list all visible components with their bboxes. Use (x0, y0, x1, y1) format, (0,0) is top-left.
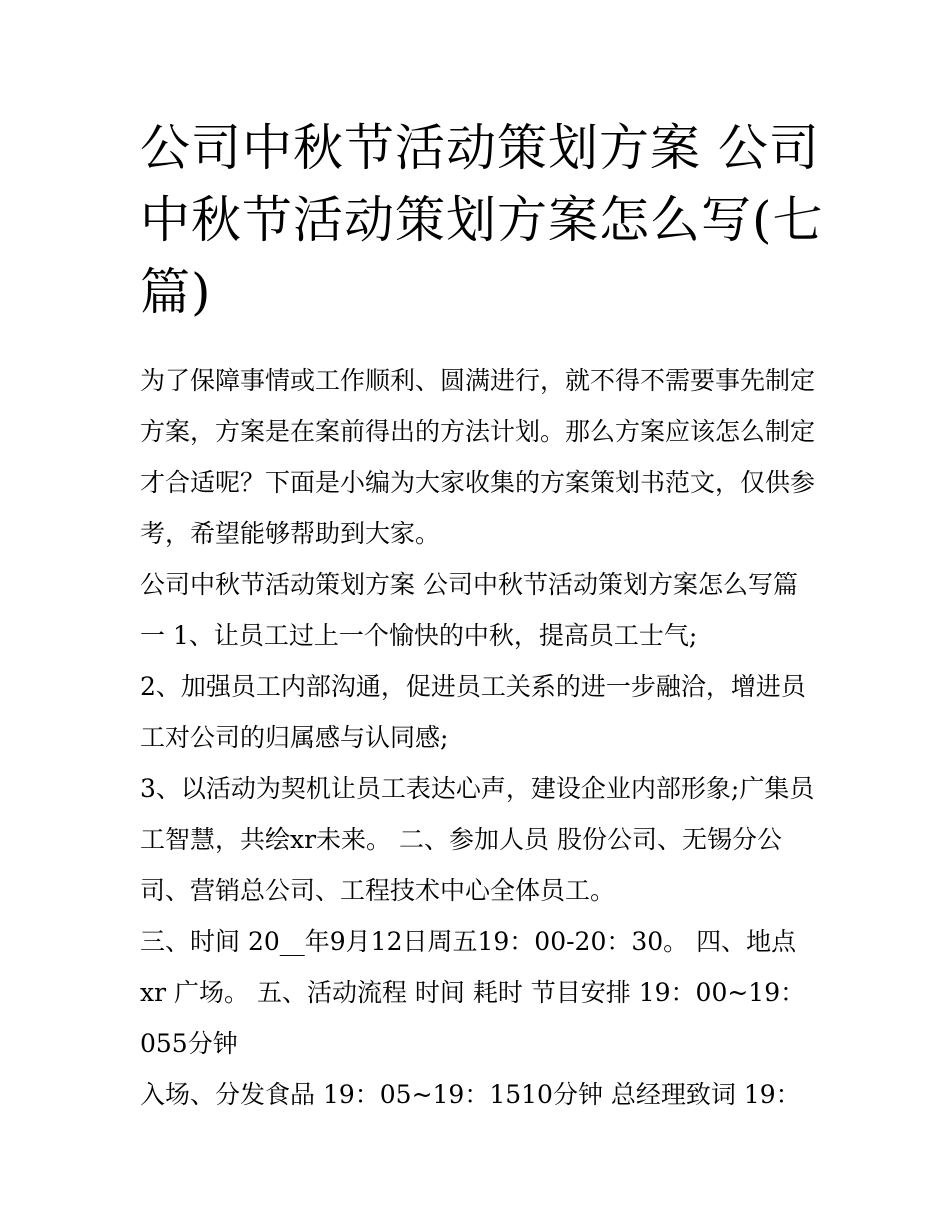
item-two-paragraph: 2、加强员工内部沟通，促进员工关系的进一步融洽，增进员工对公司的归属感与认同感; (140, 672, 806, 752)
intro-paragraph: 为了保障事情或工作顺利、圆满进行，就不得不需要事先制定方案，方案是在案前得出的方法计划。那么方案应该怎么制定才合适呢？下面是小编为大家收集的方案策划书范文，仅供参考，希望能够帮助到大家。 (140, 366, 816, 548)
schedule-paragraph: 入场、分发食品 19：05~19：1510分钟 总经理致词 19： (140, 1080, 801, 1109)
section-one-paragraph: 公司中秋节活动策划方案 公司中秋节活动策划方案怎么写篇一 1、让员工过上一个愉快的中秋，提高员工士气; (140, 570, 798, 650)
item-three-paragraph: 3、以活动为契机让员工表达心声，建设企业内部形象;广集员工智慧，共绘xr未来。 二、参加人员 股份公司、无锡分公司、营销总公司、工程技术中心全体员工。 (140, 774, 815, 905)
document-body (140, 355, 815, 1120)
document-title: 公司中秋节活动策划方案 公司中秋节活动策划方案怎么写(七篇) (140, 119, 824, 321)
time-location-paragraph: 三、时间 20__年9月12日周五19：00-20：30。 四、地点 xr 广场。 五、活动流程 时间 耗时 节目安排 19：00~19：055分钟 (140, 927, 806, 1058)
